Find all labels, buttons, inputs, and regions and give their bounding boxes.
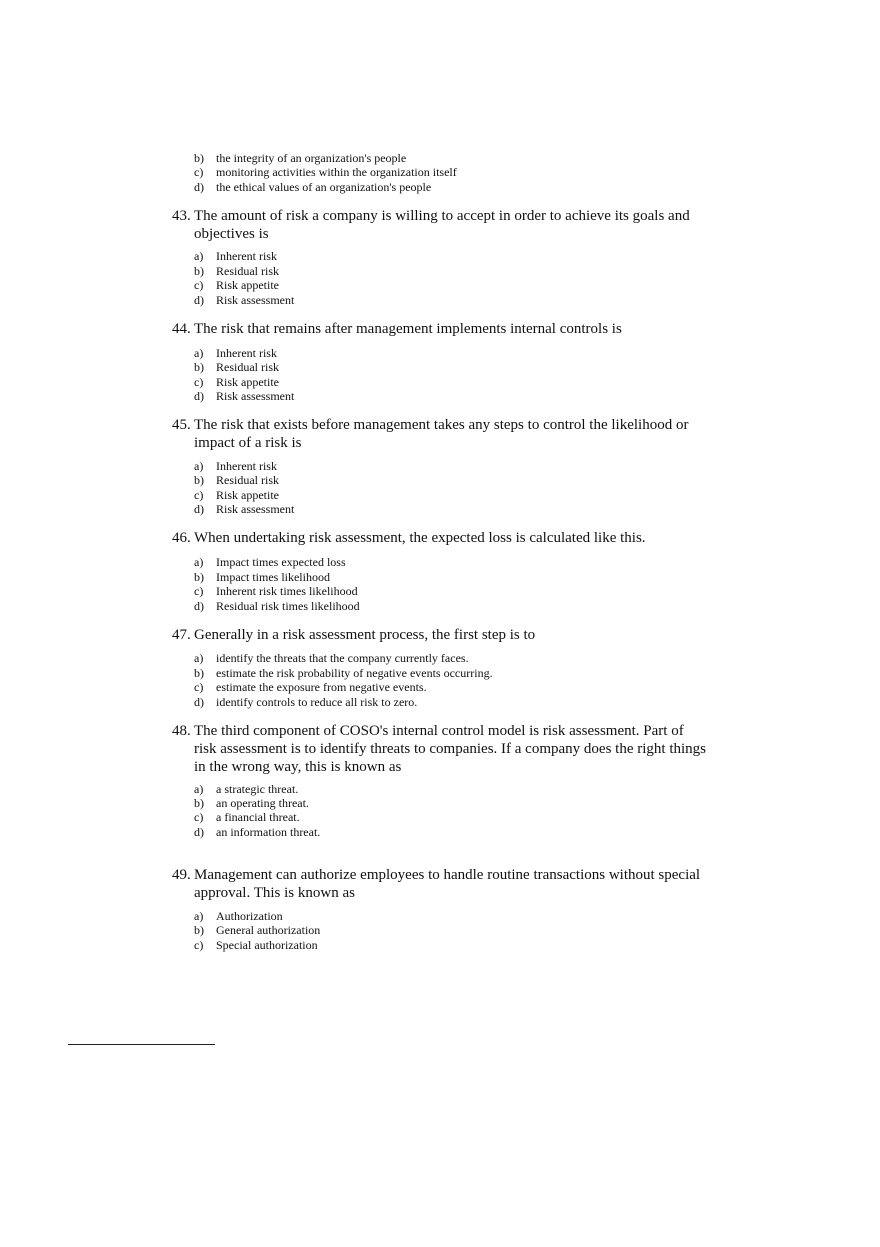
option-item	[194, 923, 320, 937]
option-text: identify the threats that the company currently faces.	[216, 651, 469, 665]
option-letter: b)	[194, 923, 204, 937]
question-text	[194, 207, 719, 243]
option-item	[194, 796, 309, 810]
option-text: Inherent risk	[216, 249, 277, 263]
option-text: a strategic threat.	[216, 782, 299, 796]
option-letter: b)	[194, 473, 204, 487]
option-text: Impact times likelihood	[216, 570, 330, 584]
option-text: General authorization	[216, 923, 321, 937]
question-text	[194, 626, 719, 644]
option-text: Risk appetite	[216, 488, 279, 502]
question-number: 47.	[172, 627, 191, 643]
option-text: Risk appetite	[216, 278, 279, 292]
option-text: Impact times expected loss	[216, 555, 346, 569]
option-letter: b)	[194, 360, 204, 374]
option-item	[194, 825, 320, 839]
option-letter: d)	[194, 825, 204, 839]
footnote-separator-tick	[209, 1044, 215, 1045]
option-item	[194, 293, 294, 307]
question-line: Generally in a risk assessment process, the first step is to	[194, 627, 536, 643]
option-letter: d)	[194, 389, 204, 403]
option-letter: a)	[194, 249, 204, 263]
option-text: Risk assessment	[216, 389, 295, 403]
option-item	[194, 459, 277, 473]
option-letter: b)	[194, 570, 204, 584]
option-text: Special authorization	[216, 938, 318, 952]
option-item	[194, 810, 300, 824]
option-text: Risk appetite	[216, 375, 279, 389]
question-line: The third component of COSO's internal control model is risk assessment. Part of	[194, 723, 684, 739]
option-item	[194, 180, 431, 194]
option-text: Residual risk	[216, 473, 279, 487]
option-item	[194, 584, 358, 598]
question-number: 48.	[172, 723, 191, 739]
option-text: a financial threat.	[216, 810, 300, 824]
option-text: the integrity of an organization's people	[216, 151, 407, 165]
option-letter: c)	[194, 375, 204, 389]
option-letter: c)	[194, 584, 204, 598]
option-text: Inherent risk	[216, 346, 277, 360]
option-letter: b)	[194, 666, 204, 680]
option-letter: b)	[194, 264, 204, 278]
option-text: estimate the risk probability of negative events occurring.	[216, 666, 493, 680]
question-text	[194, 722, 719, 776]
question-text	[194, 866, 719, 902]
option-letter: d)	[194, 180, 204, 194]
option-text: an operating threat.	[216, 796, 309, 810]
question-number: 43.	[172, 208, 191, 224]
option-text: an information threat.	[216, 825, 321, 839]
option-letter: c)	[194, 938, 204, 952]
option-item	[194, 488, 279, 502]
option-letter: d)	[194, 695, 204, 709]
option-item	[194, 938, 318, 952]
footnote-separator	[68, 1044, 210, 1045]
question-line: impact of a risk is	[194, 435, 302, 451]
question-number: 46.	[172, 530, 191, 546]
option-item	[194, 249, 277, 263]
question-number: 44.	[172, 321, 191, 337]
option-text: Residual risk	[216, 264, 279, 278]
option-text: the ethical values of an organization's people	[216, 180, 432, 194]
option-item	[194, 278, 279, 292]
option-letter: c)	[194, 488, 204, 502]
question-line: When undertaking risk assessment, the expected loss is calculated like this.	[194, 530, 646, 546]
option-item	[194, 909, 283, 923]
option-item	[194, 651, 469, 665]
option-letter: d)	[194, 502, 204, 516]
option-item	[194, 151, 406, 165]
option-item	[194, 680, 427, 694]
option-item	[194, 695, 417, 709]
question-line: The risk that exists before management takes any steps to control the likelihood or	[194, 417, 689, 433]
question-line: Management can authorize employees to handle routine transactions without special	[194, 867, 701, 883]
option-item	[194, 375, 279, 389]
option-letter: b)	[194, 796, 204, 810]
question-line: in the wrong way, this is known as	[194, 759, 402, 775]
option-item	[194, 264, 279, 278]
option-letter: a)	[194, 346, 204, 360]
option-letter: b)	[194, 151, 204, 165]
option-letter: c)	[194, 278, 204, 292]
question-line: approval. This is known as	[194, 885, 355, 901]
question-text	[194, 416, 719, 452]
option-item	[194, 165, 457, 179]
option-item	[194, 555, 346, 569]
question-line: The risk that remains after management implements internal controls is	[194, 321, 622, 337]
option-letter: a)	[194, 651, 204, 665]
option-letter: c)	[194, 165, 204, 179]
option-letter: a)	[194, 459, 204, 473]
option-text: Residual risk	[216, 360, 279, 374]
option-item	[194, 389, 294, 403]
option-text: Residual risk times likelihood	[216, 599, 360, 613]
option-item	[194, 599, 360, 613]
question-number: 49.	[172, 867, 191, 883]
option-letter: c)	[194, 680, 204, 694]
option-letter: a)	[194, 782, 204, 796]
question-number: 45.	[172, 417, 191, 433]
option-text: monitoring activities within the organization itself	[216, 165, 457, 179]
option-text: Risk assessment	[216, 502, 295, 516]
option-letter: a)	[194, 909, 204, 923]
option-item	[194, 346, 277, 360]
question-text	[194, 320, 719, 338]
option-item	[194, 666, 493, 680]
option-letter: c)	[194, 810, 204, 824]
option-item	[194, 502, 294, 516]
option-text: estimate the exposure from negative events.	[216, 680, 427, 694]
option-item	[194, 782, 298, 796]
question-text	[194, 529, 719, 547]
option-item	[194, 570, 330, 584]
option-text: Risk assessment	[216, 293, 295, 307]
option-item	[194, 360, 279, 374]
option-letter: d)	[194, 599, 204, 613]
option-item	[194, 473, 279, 487]
question-line: risk assessment is to identify threats to companies. If a company does the right things	[194, 741, 706, 757]
question-line: objectives is	[194, 226, 269, 242]
option-text: Inherent risk times likelihood	[216, 584, 358, 598]
option-text: Inherent risk	[216, 459, 277, 473]
question-line: The amount of risk a company is willing to accept in order to achieve its goals and	[194, 208, 690, 224]
option-letter: a)	[194, 555, 204, 569]
option-text: Authorization	[216, 909, 283, 923]
option-text: identify controls to reduce all risk to zero.	[216, 695, 418, 709]
option-letter: d)	[194, 293, 204, 307]
